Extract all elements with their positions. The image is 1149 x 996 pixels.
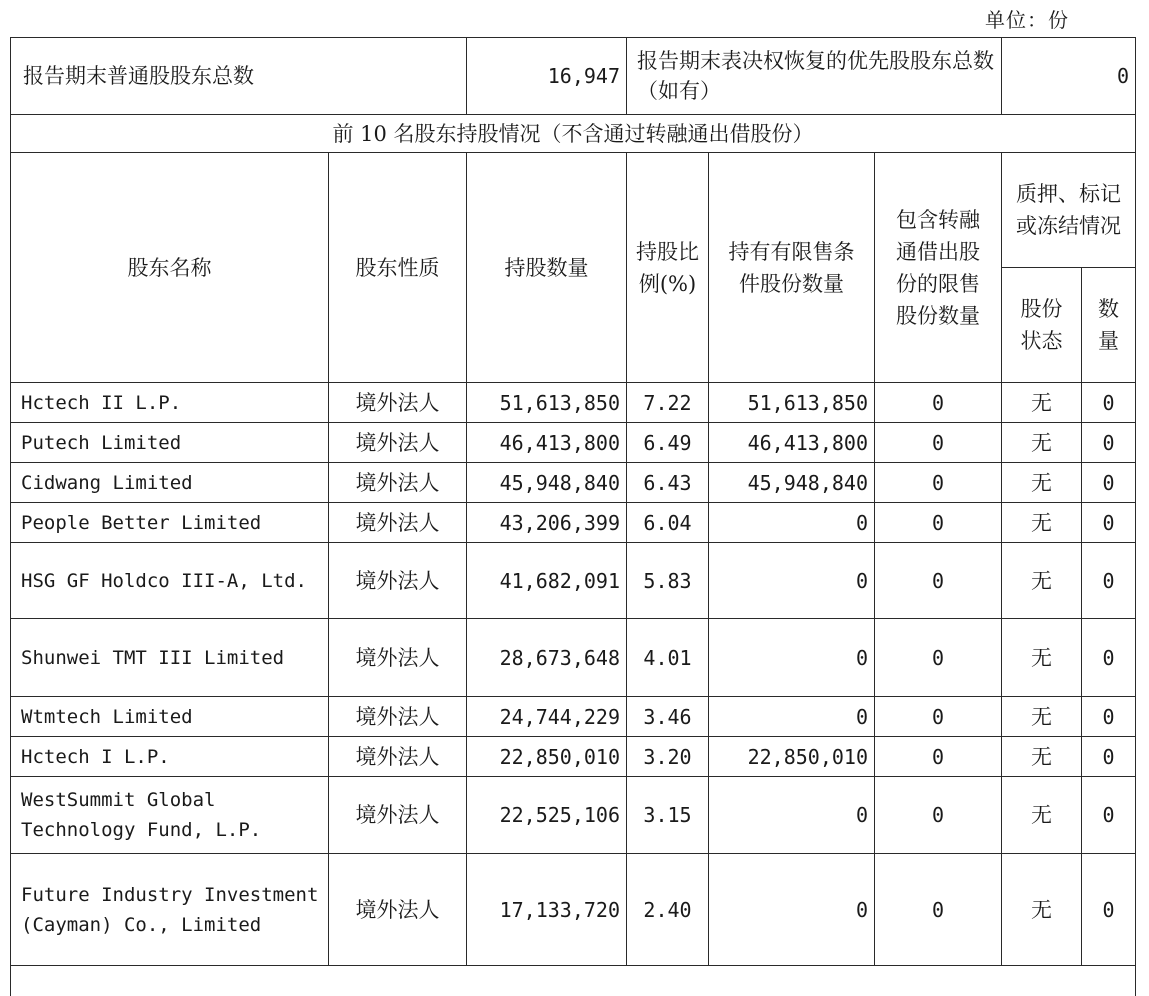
- pledge-qty: 0: [1082, 619, 1136, 697]
- holder-lent: 0: [875, 619, 1002, 697]
- holder-restricted: 51,613,850: [709, 383, 875, 423]
- header-pledge-qty: 数量: [1082, 268, 1136, 383]
- table-row: [11, 503, 1136, 543]
- preferred-holders-label: 报告期末表决权恢复的优先股股东总数（如有）: [627, 38, 1002, 115]
- holder-name: Cidwang Limited: [11, 463, 329, 503]
- holder-lent: 0: [875, 503, 1002, 543]
- holder-ratio: 6.49: [627, 423, 709, 463]
- header-row: [11, 153, 1136, 268]
- holder-ratio: 3.15: [627, 777, 709, 854]
- pledge-status: 无: [1002, 423, 1082, 463]
- holder-lent: 0: [875, 463, 1002, 503]
- pledge-qty: 0: [1082, 697, 1136, 737]
- header-nature: 股东性质: [329, 153, 467, 383]
- holder-ratio: 3.20: [627, 737, 709, 777]
- holder-lent: 0: [875, 543, 1002, 619]
- holder-shares: 43,206,399: [467, 503, 627, 543]
- holder-restricted: 0: [709, 543, 875, 619]
- table-row: [11, 854, 1136, 966]
- pledge-qty: 0: [1082, 423, 1136, 463]
- pledge-qty: 0: [1082, 383, 1136, 423]
- table-row: [11, 463, 1136, 503]
- pledge-status: 无: [1002, 463, 1082, 503]
- holder-name: Wtmtech Limited: [11, 697, 329, 737]
- holder-nature: 境外法人: [329, 697, 467, 737]
- holder-ratio: 6.43: [627, 463, 709, 503]
- table-row: [11, 543, 1136, 619]
- header-lent-restricted: 包含转融通借出股份的限售股份数量: [875, 153, 1002, 383]
- header-ratio: 持股比例(%): [627, 153, 709, 383]
- holder-name: Hctech II L.P.: [11, 383, 329, 423]
- holder-nature: 境外法人: [329, 503, 467, 543]
- table-row: [11, 777, 1136, 854]
- holder-name: Future Industry Investment (Cayman) Co., Limited: [11, 854, 329, 966]
- holder-restricted: 0: [709, 619, 875, 697]
- holder-restricted: 0: [709, 503, 875, 543]
- pledge-qty: 0: [1082, 737, 1136, 777]
- holder-shares: 24,744,229: [467, 697, 627, 737]
- holder-restricted: 22,850,010: [709, 737, 875, 777]
- common-holders-label: 报告期末普通股股东总数: [11, 38, 467, 115]
- holder-name: Shunwei TMT III Limited: [11, 619, 329, 697]
- holder-lent: 0: [875, 737, 1002, 777]
- holder-ratio: 2.40: [627, 854, 709, 966]
- unit-label: 单位：份: [985, 8, 1069, 32]
- holder-lent: 0: [875, 697, 1002, 737]
- holder-nature: 境外法人: [329, 463, 467, 503]
- header-name: 股东名称: [11, 153, 329, 383]
- table-row: [11, 619, 1136, 697]
- holder-nature: 境外法人: [329, 854, 467, 966]
- holder-restricted: 46,413,800: [709, 423, 875, 463]
- table-row: [11, 423, 1136, 463]
- holder-nature: 境外法人: [329, 423, 467, 463]
- table-row: [11, 737, 1136, 777]
- holder-nature: 境外法人: [329, 619, 467, 697]
- holder-restricted: 0: [709, 854, 875, 966]
- holder-ratio: 4.01: [627, 619, 709, 697]
- holder-ratio: 7.22: [627, 383, 709, 423]
- summary-row: [11, 38, 1136, 115]
- pledge-status: 无: [1002, 697, 1082, 737]
- table-row: [11, 383, 1136, 423]
- pledge-qty: 0: [1082, 854, 1136, 966]
- common-holders-value: 16,947: [467, 38, 627, 115]
- preferred-holders-value: 0: [1002, 38, 1136, 115]
- holder-shares: 46,413,800: [467, 423, 627, 463]
- pledge-status: 无: [1002, 383, 1082, 423]
- holder-shares: 22,525,106: [467, 777, 627, 854]
- header-restricted: 持有有限售条件股份数量: [709, 153, 875, 383]
- holder-lent: 0: [875, 854, 1002, 966]
- header-shares: 持股数量: [467, 153, 627, 383]
- holder-nature: 境外法人: [329, 777, 467, 854]
- holder-name: People Better Limited: [11, 503, 329, 543]
- holder-nature: 境外法人: [329, 383, 467, 423]
- pledge-status: 无: [1002, 737, 1082, 777]
- holder-ratio: 6.04: [627, 503, 709, 543]
- holder-lent: 0: [875, 383, 1002, 423]
- holder-shares: 51,613,850: [467, 383, 627, 423]
- holder-shares: 41,682,091: [467, 543, 627, 619]
- holder-nature: 境外法人: [329, 737, 467, 777]
- section-title-row: [11, 115, 1136, 153]
- holder-lent: 0: [875, 777, 1002, 854]
- holder-restricted: 45,948,840: [709, 463, 875, 503]
- table-row: [11, 697, 1136, 737]
- holder-nature: 境外法人: [329, 543, 467, 619]
- holder-name: HSG GF Holdco III-A, Ltd.: [11, 543, 329, 619]
- section-title: 前 10 名股东持股情况（不含通过转融通出借股份）: [11, 115, 1136, 153]
- holder-shares: 28,673,648: [467, 619, 627, 697]
- pledge-status: 无: [1002, 543, 1082, 619]
- holder-restricted: 0: [709, 697, 875, 737]
- holder-restricted: 0: [709, 777, 875, 854]
- cut-off-row: [11, 966, 1136, 996]
- header-pledge-status: 股份状态: [1002, 268, 1082, 383]
- holder-name: Putech Limited: [11, 423, 329, 463]
- pledge-status: 无: [1002, 777, 1082, 854]
- pledge-status: 无: [1002, 619, 1082, 697]
- holder-shares: 45,948,840: [467, 463, 627, 503]
- header-pledge-group: 质押、标记或冻结情况: [1002, 153, 1136, 268]
- holder-ratio: 3.46: [627, 697, 709, 737]
- pledge-status: 无: [1002, 503, 1082, 543]
- pledge-qty: 0: [1082, 543, 1136, 619]
- holder-name: WestSummit Global Technology Fund, L.P.: [11, 777, 329, 854]
- pledge-status: 无: [1002, 854, 1082, 966]
- holder-ratio: 5.83: [627, 543, 709, 619]
- shareholder-table: [10, 37, 1136, 996]
- holder-lent: 0: [875, 423, 1002, 463]
- table-row-cut-off: [11, 966, 1136, 996]
- holder-shares: 22,850,010: [467, 737, 627, 777]
- pledge-qty: 0: [1082, 463, 1136, 503]
- holder-name: Hctech I L.P.: [11, 737, 329, 777]
- pledge-qty: 0: [1082, 777, 1136, 854]
- pledge-qty: 0: [1082, 503, 1136, 543]
- holder-shares: 17,133,720: [467, 854, 627, 966]
